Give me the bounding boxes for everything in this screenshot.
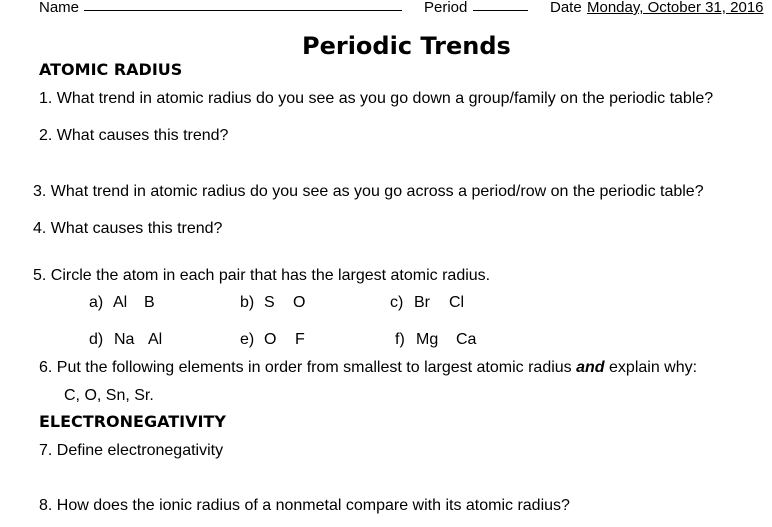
pair-a-second-atom[interactable]: B [144,294,155,311]
pair-f-label: f) [395,331,405,348]
pair-b-first-atom[interactable]: S [264,294,275,311]
name-label: Name [39,0,80,16]
pair-a-first-atom[interactable]: Al [113,294,128,311]
pair-d-first-atom[interactable]: Na [114,331,135,348]
pair-d-second-atom[interactable]: Al [148,331,163,348]
question-6-emphasis: and [576,359,605,376]
pair-e-first-atom[interactable]: O [264,331,277,348]
pair-c-label: c) [390,294,404,311]
pair-c-second-atom[interactable]: Cl [449,294,465,311]
name-line[interactable] [84,10,402,11]
question-5: 5. Circle the atom in each pair that has the largest atomic radius. [33,267,491,284]
date-label: Date [550,0,582,16]
question-6-element-list: C, O, Sn, Sr. [64,387,154,404]
section-heading-atomic-radius: ATOMIC RADIUS [39,60,183,79]
question-6-text-start: 6. Put the following elements in order from smallest to largest atomic radius [39,359,577,376]
pair-c-first-atom[interactable]: Br [414,294,430,311]
question-8: 8. How does the ionic radius of a nonmetal compare with its atomic radius? [39,497,570,514]
pair-f-first-atom[interactable]: Mg [416,331,439,348]
question-3: 3. What trend in atomic radius do you see as you go across a period/row on the periodic table? [33,183,704,200]
pair-a-label: a) [89,294,104,311]
period-label: Period [424,0,468,16]
section-heading-electronegativity: ELECTRONEGATIVITY [39,412,226,431]
question-4: 4. What causes this trend? [33,220,223,237]
question-2: 2. What causes this trend? [39,127,229,144]
question-1: 1. What trend in atomic radius do you see as you go down a group/family on the periodic table? [39,90,714,107]
pair-b-label: b) [240,294,255,311]
pair-e-label: e) [240,331,255,348]
question-6 [39,360,697,376]
question-6-text-end: explain why: [604,359,698,376]
pair-f-second-atom[interactable]: Ca [456,331,477,348]
page-title: Periodic Trends [302,32,511,60]
pair-b-second-atom[interactable]: O [293,294,306,311]
pair-e-second-atom[interactable]: F [295,331,305,348]
date-value: Monday, October 31, 2016 [587,0,764,16]
period-line[interactable] [473,10,528,11]
pair-d-label: d) [89,331,104,348]
question-7: 7. Define electronegativity [39,442,224,459]
